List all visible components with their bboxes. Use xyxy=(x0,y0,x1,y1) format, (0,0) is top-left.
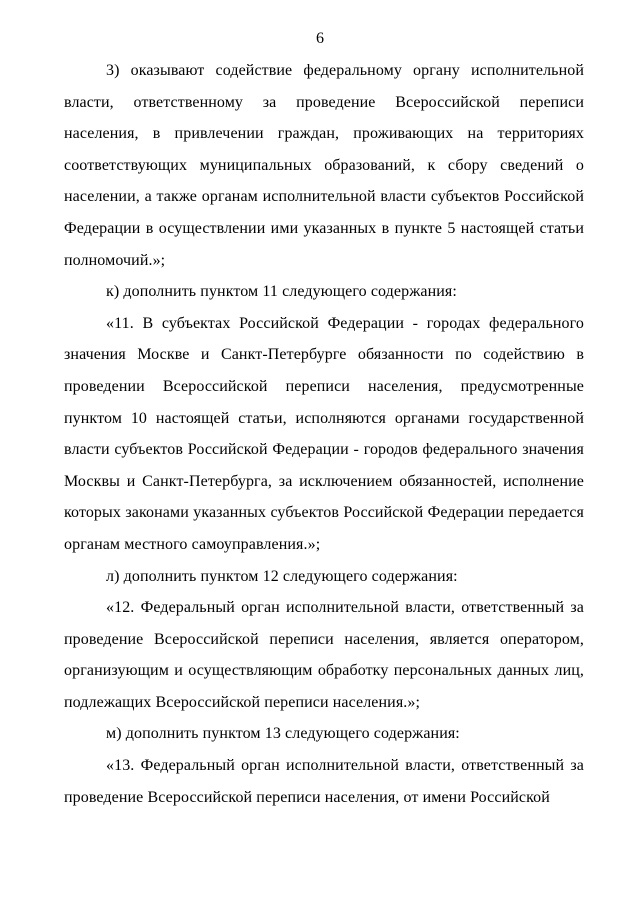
paragraph-subitem-l: л) дополнить пунктом 12 следующего содержания: xyxy=(106,567,458,585)
paragraph-subitem-m: м) дополнить пунктом 13 следующего содержания: xyxy=(106,725,460,743)
paragraph-subitem-3: 3) оказывают содействие федеральному органу исполнительной власти, ответственному за проведение Всероссийской переписи населения, в привлечении граждан, проживающих на территориях соответствующих муниципальных образований, к сбору сведений о населении, а также органам исполнительной власти субъектов Российской Федерации в осуществлении ими указанных в пункте 5 настоящей статьи полномочий.»; xyxy=(64,62,584,269)
paragraph-point-12: «12. Федеральный орган исполнительной власти, ответственный за проведение Всероссийской переписи населения, является оператором, организующим и осуществляющим обработку персональных данных лиц, подлежащих Всероссийской переписи населения.»; xyxy=(64,599,584,711)
paragraph-point-11: «11. В субъектах Российской Федерации - городах федерального значения Москве и Санкт-Петербурге обязанности по содействию в проведении Всероссийской переписи населения, предусмотренные пунктом 10 настоящей статьи, исполняются органами государственной власти субъектов Российской Федерации - городов федерального значения Москвы и Санкт-Петербурга, за исключением обязанностей, исполнение которых законами указанных субъектов Российской Федерации передается органам местного самоуправления.»; xyxy=(64,314,584,553)
paragraph-subitem-k: к) дополнить пунктом 11 следующего содержания: xyxy=(106,283,457,301)
paragraph-point-13: «13. Федеральный орган исполнительной власти, ответственный за проведение Всероссийской переписи населения, от имени Российской xyxy=(64,757,584,806)
page-number: 6 xyxy=(316,30,324,47)
document-body xyxy=(0,50,640,813)
